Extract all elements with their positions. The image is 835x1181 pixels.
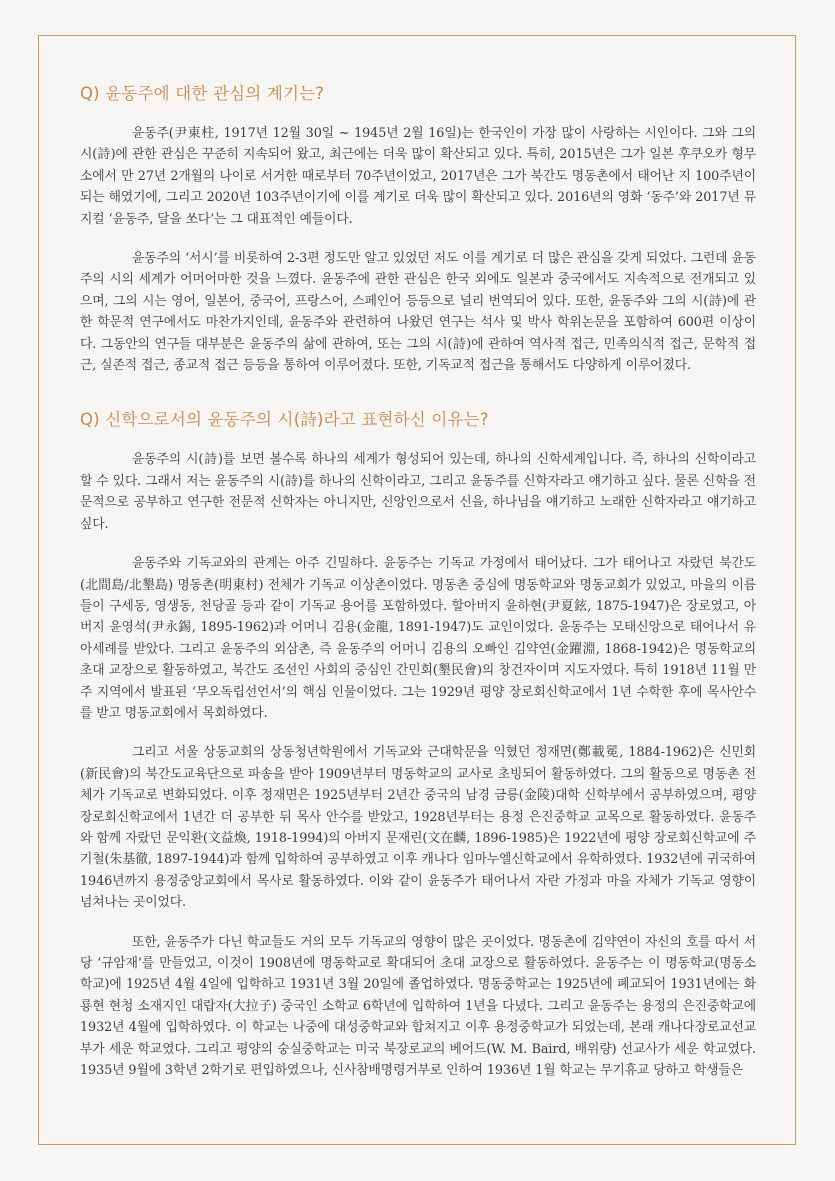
paragraph-4: 윤동주와 기독교와의 관계는 아주 긴밀하다. 윤동주는 기독교 가정에서 태어났다. 그가 태어나고 자랐던 북간도(北間島/北墾島) 명동촌(明東村) 전체가 기독교 이상촌이었다. 명동촌 중심에 명동학교와 명동교회가 있었고, 마을의 이름들이 구세동, 영생동, 천당골 등과 같이 기독교 용어를 포함하였다. 할아버지 윤하현(尹夏鉉, 1875-1947)은 장로였고, 아버지 윤영석(尹永錫, 1895-1962)과 어머니 김용(金龍, 1891-1947)도 교인이었다. 윤동주는 모태신앙으로 태어나서 유아세례를 받았다. 그리고 윤동주의 외삼촌, 즉 윤동주의 어머니 김용의 오빠인 김약연(金躍淵, 1868-1942)은 명동학교의 초대 교장으로 활동하였고, 북간도 조선인 사회의 중심인 간민회(墾民會)의 창건자이며 지도자였다. 특히 1918년 11월 만주 지역에서 발표된 ‘무오독립선언서’의 핵심 인물이었다. 그는 1929년 평양 장로회신학교에서 1년 수학한 후에 목사안수를 받고 명동교회에서 목회하였다. (80, 556, 756, 721)
paragraph-2: 윤동주의 ‘서시’를 비롯하여 2-3편 정도만 알고 있었던 저도 이를 계기로 더 많은 관심을 갖게 되었다. 그런데 윤동주의 시의 세계가 어머어마한 것을 느꼈다. 윤동주에 관한 관심은 한국 외에도 일본과 중국에서도 지속적으로 전개되고 있으며, 그의 시는 영어, 일본어, 중국어, 프랑스어, 스페인어 등등으로 널리 번역되어 있다. 또한, 윤동주와 그의 시(詩)에 관한 학문적 연구에서도 마찬가지인데, 윤동주와 관련하여 나왔던 연구는 석사 및 박사 학위논문을 포함하여 600편 이상이다. 그동안의 연구들 대부분은 윤동주의 삶에 관하여, 또는 그의 시(詩)에 관하여 역사적 접근, 민족의식적 접근, 문학적 접근, 실존적 접근, 종교적 접근 등등을 통하여 이루어졌다. 또한, 기독교적 접근을 통해서도 다양하게 이루어졌다. (80, 251, 756, 374)
paragraph-6: 또한, 윤동주가 다닌 학교들도 거의 모두 기독교의 영향이 많은 곳이었다. 명동촌에 김약연이 자신의 호를 따서 서당 ‘규암재’를 만들었고, 이것이 1908년에 명동학교로 확대되어 초대 교장으로 활동하였다. 윤동주는 이 명동학교(명동소학교)에 1925년 4월 4일에 입학하고 1931년 3월 20일에 졸업하였다. 명동중학교는 1925년에 폐교되어 1931년에는 화룡현 현청 소재지인 대랍자(大拉子) 중국인 소학교 6학년에 입학하여 1년을 다녔다. 그리고 윤동주는 용정의 은진중학교에 1932년 4월에 입학하였다. 이 학교는 나중에 대성중학교와 합쳐지고 이후 용정중학교가 되었는데, 본래 캐나다장로교선교부가 세운 학교였다. 그리고 평양의 숭실중학교는 미국 북장로교의 베어드(W. M. Baird, 배위량) 선교사가 세운 학교였다. 1935년 9월에 3학년 2학기로 편입하였으나, 신사참배명령거부로 인하여 1936년 1월 학교는 무기휴교 당하고 학생들은 (80, 934, 756, 1079)
paragraph-1: 윤동주(尹東柱, 1917년 12월 30일 ~ 1945년 2월 16일)는 한국인이 가장 많이 사랑하는 시인이다. 그와 그의 시(詩)에 관한 관심은 꾸준히 지속되어 왔고, 최근에는 더욱 많이 확산되고 있다. 특히, 2015년은 그가 일본 후쿠오카 형무소에서 만 27년 2개월의 나이로 서거한 때로부터 70주년이었고, 2017년은 그가 북간도 명동촌에서 태어난 지 100주년이 되는 해였기에, 그리고 2020년 103주년이기에 이를 계기로 더욱 많이 확산되고 있다. 2016년의 영화 ‘동주’와 2017년 뮤지컬 ‘윤동주, 달을 쏘다’는 그 대표적인 예들이다. (80, 126, 756, 227)
section-interest-motive (80, 82, 756, 376)
section-poetry-as-theology (80, 408, 756, 1081)
article-body (80, 82, 756, 1099)
question-heading-1: Q) 윤동주에 대한 관심의 계기는? (80, 84, 325, 103)
paragraph-5: 그리고 서울 상동교회의 상동청년학원에서 기독교와 근대학문을 익혔던 정재면(鄭載冕, 1884-1962)은 신민회(新民會)의 북간도교육단으로 파송을 받아 1909년부터 명동학교의 교사로 초빙되어 활동하였다. 그의 활동으로 명동촌 전체가 기독교로 변화되었다. 이후 정재면은 1925년부터 2년간 중국의 남경 금릉(金陵)대학 신학부에서 공부하였으며, 평양 장로회신학교에서 1년간 더 공부한 뒤 목사 안수를 받았고, 1928년부터는 용정 은진중학교 교목으로 활동하였다. 윤동주와 함께 자랐던 문익환(文益煥, 1918-1994)의 아버지 문재린(文在麟, 1896-1985)은 1922년에 평양 장로회신학교에 주기철(朱基徹, 1897-1944)과 함께 입학하여 공부하였고 이후 캐나다 임마누엘신학교에서 유학하였다. 1932년에 귀국하여 1946년까지 용정중앙교회에서 목사로 활동하였다. 이와 같이 윤동주가 태어나서 자란 가정과 마을 자체가 기독교 영향이 넘쳐나는 곳이었다. (80, 745, 756, 911)
paragraph-3: 윤동주의 시(詩)를 보면 볼수록 하나의 세계가 형성되어 있는데, 하나의 신학세계입니다. 즉, 하나의 신학이라고 할 수 있다. 그래서 저는 윤동주의 시(詩)를 하나의 신학이라고, 그리고 윤동주를 신학자라고 얘기하고 싶다. 물론 신학을 전문적으로 공부하고 연구한 전문적 신학자는 아니지만, 신앙인으로서 신을, 하나님을 얘기하고 노래한 신학자라고 얘기하고 싶다. (80, 452, 756, 532)
question-heading-2: Q) 신학으로서의 윤동주의 시(詩)라고 표현하신 이유는? (80, 410, 489, 430)
